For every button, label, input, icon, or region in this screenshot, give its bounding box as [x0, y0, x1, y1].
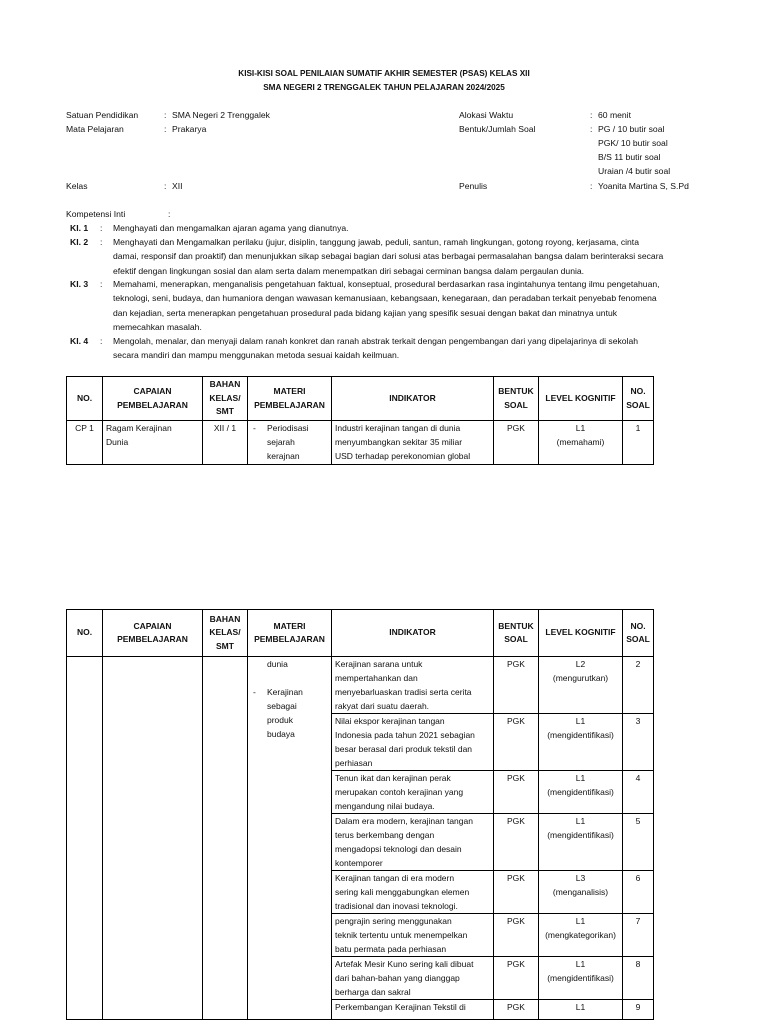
- meta-label-alokasi: Alokasi Waktu: [459, 110, 514, 120]
- cell-bentuk: PGK: [494, 1000, 539, 1020]
- ki-colon: :: [100, 237, 103, 247]
- cell-nosoal: 2: [623, 657, 654, 714]
- header-bentuk: BENTUK SOAL: [494, 610, 539, 657]
- meta-colon: :: [164, 181, 167, 191]
- cell-bentuk: PGK: [494, 957, 539, 1000]
- cell-nosoal: 7: [623, 914, 654, 957]
- cell-capaian: [103, 657, 203, 1020]
- ki-text: Mengolah, menalar, dan menyaji dalam ranah konkret dan ranah abstrak terkait dengan pengembangan dari yang dipelajarinya di sekolah secara mandiri dan mampu menggunakan metoda sesuai kaidah keilmuan.: [113, 336, 639, 361]
- cell-bentuk: PGK: [494, 657, 539, 714]
- kompetensi-heading: Kompetensi Inti: [66, 209, 126, 219]
- cell-bentuk: PGK: [494, 871, 539, 914]
- document-title-line-2: SMA NEGERI 2 TRENGGALEK TAHUN PELAJARAN 2024/2025: [263, 83, 505, 92]
- cell-bentuk: PGK: [494, 421, 539, 465]
- cell-bentuk: PGK: [494, 714, 539, 771]
- table-row: [67, 657, 654, 714]
- cell-nosoal: 4: [623, 771, 654, 814]
- meta-colon: :: [590, 124, 593, 134]
- meta-value-bentuk: PGK/ 10 butir soal: [598, 138, 668, 148]
- cell-nosoal: 6: [623, 871, 654, 914]
- ki-text: Menghayati dan Mengamalkan perilaku (jujur, disiplin, tanggung jawab, peduli, santun, ramah lingkungan, gotong royong, kerjasama, cinta damai, responsif dan proaktif) dan menunjukkan sikap sebagai bagian dari solusi atas berbagai permasalahan bangsa dalam berinteraksi secara efektif dengan lingkungan sosial dan alam serta dalam menempatkan diri sebagai cerminan bangsa dalam pergaulan dunia.: [113, 237, 664, 276]
- meta-colon: :: [590, 181, 593, 191]
- ki-number: KI. 1: [70, 223, 89, 233]
- cell-nosoal: 1: [623, 421, 654, 465]
- cell-indikator: Tenun ikat dan kerajinan perak merupakan contoh kerajinan yang mengandung nilai budaya.: [332, 771, 494, 814]
- meta-colon: :: [590, 110, 593, 120]
- document-title-line-1: KISI-KISI SOAL PENILAIAN SUMATIF AKHIR SEMESTER (PSAS) KELAS XII: [238, 69, 530, 78]
- ki-number: KI. 3: [70, 279, 89, 289]
- meta-value-mapel: Prakarya: [172, 124, 207, 134]
- cell-indikator: Kerajinan sarana untuk mempertahankan dan menyebarluaskan tradisi serta cerita rakyat dari suatu daerah.: [332, 657, 494, 714]
- header-nosoal: NO. SOAL: [623, 377, 654, 421]
- table-header-row: [67, 610, 654, 657]
- header-indikator: INDIKATOR: [332, 377, 494, 421]
- cell-nosoal: 5: [623, 814, 654, 871]
- ki-text: Menghayati dan mengamalkan ajaran agama yang dianutnya.: [113, 223, 349, 233]
- header-bentuk: BENTUK SOAL: [494, 377, 539, 421]
- cell-level: L2 (mengurutkan): [539, 657, 623, 714]
- ki-number: KI. 2: [70, 237, 89, 247]
- meta-label-bentuk: Bentuk/Jumlah Soal: [459, 124, 536, 134]
- header-capaian: CAPAIAN PEMBELAJARAN: [103, 377, 203, 421]
- header-bahan: BAHAN KELAS/ SMT: [203, 377, 248, 421]
- cell-nosoal: 8: [623, 957, 654, 1000]
- meta-colon: :: [164, 110, 167, 120]
- ki-number: KI. 4: [70, 336, 89, 346]
- cell-level: L1 (mengidentifikasi): [539, 714, 623, 771]
- cell-level: L1 (mengidentifikasi): [539, 771, 623, 814]
- header-capaian: CAPAIAN PEMBELAJARAN: [103, 610, 203, 657]
- kisi-table-2: [66, 609, 654, 1020]
- meta-value-bentuk: Uraian /4 butir soal: [598, 166, 671, 176]
- cell-indikator: Dalam era modern, kerajinan tangan terus berkembang dengan mengadopsi teknologi dan desain kontemporer: [332, 814, 494, 871]
- header-no: NO.: [67, 377, 103, 421]
- table-row: [67, 421, 654, 465]
- cell-bahan: [203, 657, 248, 1020]
- cell-level: L3 (menganalisis): [539, 871, 623, 914]
- header-level: LEVEL KOGNITIF: [539, 377, 623, 421]
- cell-no: [67, 657, 103, 1020]
- cell-materi: dunia - Kerajinan sebagai produk budaya: [248, 657, 332, 1020]
- ki-text: Memahami, menerapkan, menganalisis pengetahuan faktual, konseptual, prosedural berdasarkan rasa ingintahunya tentang ilmu pengetahuan, teknologi, seni, budaya, dan humaniora dengan wawasan kemanusiaan, kebangsaan, kenegaraan, dan peradaban terkait penyebab fenomena dan kejadian, serta menerapkan pengetahuan prosedural pada bidang kajian yang spesifik sesuai dengan bakat dan minatnya untuk memecahkan masalah.: [113, 279, 660, 332]
- cell-no: CP 1: [67, 421, 103, 465]
- cell-level: L1 (mengidentifikasi): [539, 957, 623, 1000]
- cell-level: L1 (mengkategorikan): [539, 914, 623, 957]
- header-bahan: BAHAN KELAS/ SMT: [203, 610, 248, 657]
- meta-label-penulis: Penulis: [459, 181, 488, 191]
- cell-bentuk: PGK: [494, 814, 539, 871]
- meta-value-penulis: Yoanita Martina S, S.Pd: [598, 181, 689, 191]
- cell-level: L1 (memahami): [539, 421, 623, 465]
- cell-materi: - Periodisasi sejarah kerajnan: [248, 421, 332, 465]
- table-header-row: [67, 377, 654, 421]
- header-level: LEVEL KOGNITIF: [539, 610, 623, 657]
- meta-value-alokasi: 60 menit: [598, 110, 631, 120]
- cell-indikator: Perkembangan Kerajinan Tekstil di: [332, 1000, 494, 1020]
- cell-indikator: pengrajin sering menggunakan teknik tertentu untuk menempelkan batu permata pada perhiasan: [332, 914, 494, 957]
- kisi-table-1: [66, 376, 654, 465]
- meta-value-kelas: XII: [172, 181, 183, 191]
- header-materi: MATERI PEMBELAJARAN: [248, 610, 332, 657]
- header-materi: MATERI PEMBELAJARAN: [248, 377, 332, 421]
- cell-bahan: XII / 1: [203, 421, 248, 465]
- ki-colon: :: [100, 279, 103, 289]
- cell-indikator: Nilai ekspor kerajinan tangan Indonesia pada tahun 2021 sebagian besar berasal dari produk tekstil dan perhiasan: [332, 714, 494, 771]
- meta-colon: :: [164, 124, 167, 134]
- meta-label-satuan: Satuan Pendidikan: [66, 110, 139, 120]
- cell-level: L1 (mengidentifikasi): [539, 814, 623, 871]
- header-no: NO.: [67, 610, 103, 657]
- meta-value-bentuk: PG / 10 butir soal: [598, 124, 665, 134]
- ki-colon: :: [100, 223, 103, 233]
- meta-label-mapel: Mata Pelajaran: [66, 124, 124, 134]
- meta-colon: :: [168, 209, 171, 219]
- cell-indikator: Kerajinan tangan di era modern sering kali menggabungkan elemen tradisional dan inovasi teknologi.: [332, 871, 494, 914]
- cell-bentuk: PGK: [494, 771, 539, 814]
- meta-value-bentuk: B/S 11 butir soal: [598, 152, 661, 162]
- cell-nosoal: 3: [623, 714, 654, 771]
- cell-bentuk: PGK: [494, 914, 539, 957]
- meta-value-satuan: SMA Negeri 2 Trenggalek: [172, 110, 270, 120]
- meta-label-kelas: Kelas: [66, 181, 88, 191]
- ki-colon: :: [100, 336, 103, 346]
- header-nosoal: NO. SOAL: [623, 610, 654, 657]
- cell-capaian: Ragam Kerajinan Dunia: [103, 421, 203, 465]
- cell-indikator: Industri kerajinan tangan di dunia menyumbangkan sekitar 35 miliar USD terhadap perekonomian global: [332, 421, 494, 465]
- header-indikator: INDIKATOR: [332, 610, 494, 657]
- cell-indikator: Artefak Mesir Kuno sering kali dibuat dari bahan-bahan yang dianggap berharga dan sakral: [332, 957, 494, 1000]
- cell-nosoal: 9: [623, 1000, 654, 1020]
- cell-level: L1: [539, 1000, 623, 1020]
